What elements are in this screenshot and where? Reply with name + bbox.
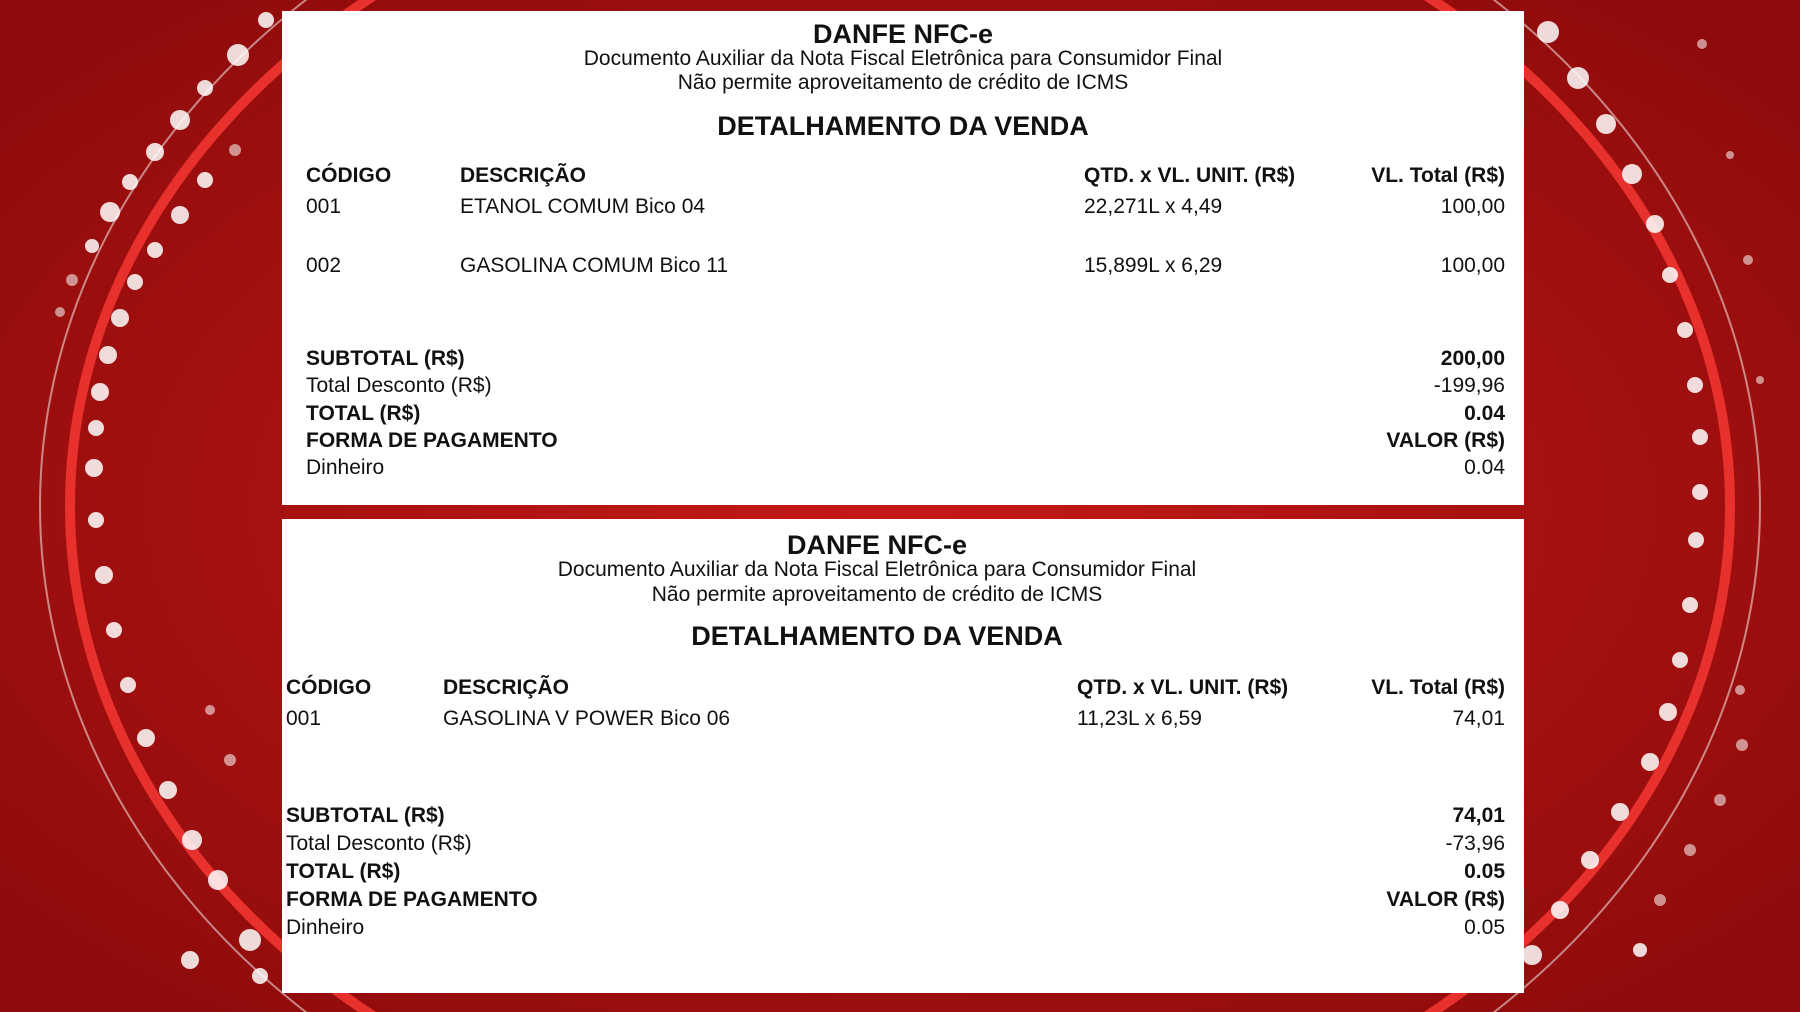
decorative-dot — [137, 729, 155, 747]
decorative-dot — [208, 870, 228, 890]
decorative-dot — [1687, 377, 1703, 393]
decorative-dot — [1677, 322, 1693, 338]
decorative-dot — [1551, 901, 1569, 919]
item-description: GASOLINA V POWER Bico 06 — [443, 707, 731, 730]
decorative-dot — [1672, 652, 1688, 668]
decorative-dot — [55, 307, 65, 317]
decorative-dot — [171, 206, 189, 224]
decorative-dot — [1522, 945, 1542, 965]
decorative-dot — [1743, 255, 1753, 265]
discount-value: -199,96 — [1433, 374, 1505, 397]
decorative-dot — [1714, 794, 1726, 806]
decorative-dot — [1756, 376, 1764, 384]
decorative-dot — [88, 420, 104, 436]
decorative-dot — [1684, 844, 1696, 856]
decorative-dot — [147, 242, 163, 258]
item-qty-unit: 15,899L x 6,29 — [1084, 254, 1223, 277]
decorative-dot — [111, 309, 129, 327]
decorative-dot — [258, 12, 274, 28]
column-header-total: VL. Total (R$) — [1371, 164, 1505, 187]
subtotal-value: 200,00 — [1440, 347, 1505, 370]
decorative-dot — [182, 830, 202, 850]
decorative-dot — [1596, 114, 1616, 134]
decorative-dot — [120, 677, 136, 693]
column-header-qty-unit: QTD. x VL. UNIT. (R$) — [1077, 676, 1289, 699]
item-qty-unit: 22,271L x 4,49 — [1084, 195, 1223, 218]
discount-label: Total Desconto (R$) — [306, 374, 492, 397]
decorative-dot — [1692, 484, 1708, 500]
decorative-dot — [197, 172, 213, 188]
column-header-description: DESCRIÇÃO — [443, 676, 570, 699]
item-code: 001 — [306, 195, 342, 218]
subtotal-label: SUBTOTAL (R$) — [306, 347, 465, 370]
decorative-dot — [1641, 753, 1659, 771]
decorative-dot — [1633, 943, 1647, 957]
decorative-dot — [1682, 597, 1698, 613]
decorative-dot — [85, 459, 103, 477]
receipt-subtitle: Documento Auxiliar da Nota Fiscal Eletrônica para Consumidor Final — [557, 558, 1197, 581]
decorative-dot — [224, 754, 236, 766]
decorative-dot — [1646, 215, 1664, 233]
receipt-subtitle: Documento Auxiliar da Nota Fiscal Eletrônica para Consumidor Final — [583, 47, 1223, 70]
decorative-dot — [1654, 894, 1666, 906]
discount-label: Total Desconto (R$) — [286, 832, 472, 855]
decorative-dot — [170, 110, 190, 130]
column-header-qty-unit: QTD. x VL. UNIT. (R$) — [1084, 164, 1296, 187]
receipt-subtitle-2: Não permite aproveitamento de crédito de ICMS — [677, 71, 1129, 94]
subtotal-value: 74,01 — [1452, 804, 1505, 827]
decorative-dot — [1567, 67, 1589, 89]
decorative-dot — [205, 705, 215, 715]
payment-label: FORMA DE PAGAMENTO — [306, 429, 558, 452]
decorative-dot — [181, 951, 199, 969]
total-value: 0.05 — [1464, 860, 1505, 883]
receipt-2 — [282, 519, 1524, 993]
item-description: GASOLINA COMUM Bico 11 — [460, 254, 729, 277]
total-value: 0.04 — [1464, 402, 1505, 425]
decorative-dot — [1659, 703, 1677, 721]
decorative-dot — [122, 174, 138, 190]
decorative-dot — [1736, 739, 1748, 751]
item-code: 002 — [306, 254, 342, 277]
item-total: 100,00 — [1440, 254, 1505, 277]
decorative-dot — [197, 80, 213, 96]
decorative-dot — [252, 968, 268, 984]
decorative-dot — [1726, 151, 1734, 159]
payment-value-label: VALOR (R$) — [1386, 429, 1505, 452]
payment-method: Dinheiro — [306, 456, 385, 479]
section-title: DETALHAMENTO DA VENDA — [717, 111, 1089, 141]
decorative-dot — [229, 144, 241, 156]
payment-amount: 0.05 — [1464, 916, 1505, 939]
decorative-dot — [1735, 685, 1745, 695]
decorative-dot — [1537, 21, 1559, 43]
item-total: 74,01 — [1452, 707, 1505, 730]
decorative-dot — [127, 274, 143, 290]
item-total: 100,00 — [1440, 195, 1505, 218]
payment-amount: 0.04 — [1464, 456, 1505, 479]
section-title: DETALHAMENTO DA VENDA — [691, 621, 1063, 651]
decorative-dot — [1692, 429, 1708, 445]
item-code: 001 — [286, 707, 322, 730]
payment-method: Dinheiro — [286, 916, 365, 939]
decorative-dot — [1581, 851, 1599, 869]
decorative-dot — [95, 566, 113, 584]
receipt-title: DANFE NFC-e — [813, 19, 993, 49]
decorative-dot — [106, 622, 122, 638]
decorative-dot — [1688, 532, 1704, 548]
item-qty-unit: 11,23L x 6,59 — [1077, 707, 1202, 730]
column-header-total: VL. Total (R$) — [1371, 676, 1505, 699]
decorative-dot — [88, 512, 104, 528]
total-label: TOTAL (R$) — [286, 860, 401, 883]
discount-value: -73,96 — [1445, 832, 1505, 855]
decorative-dot — [1622, 164, 1642, 184]
decorative-dot — [66, 274, 78, 286]
receipt-title: DANFE NFC-e — [787, 530, 967, 560]
item-description: ETANOL COMUM Bico 04 — [460, 195, 706, 218]
decorative-dot — [159, 781, 177, 799]
column-header-code: CÓDIGO — [306, 164, 392, 187]
subtotal-label: SUBTOTAL (R$) — [286, 804, 445, 827]
decorative-dot — [1697, 39, 1707, 49]
decorative-dot — [227, 44, 249, 66]
decorative-dot — [85, 239, 99, 253]
payment-value-label: VALOR (R$) — [1386, 888, 1505, 911]
decorative-dot — [99, 346, 117, 364]
decorative-dot — [91, 383, 109, 401]
decorative-dot — [146, 143, 164, 161]
decorative-dot — [1611, 803, 1629, 821]
column-header-description: DESCRIÇÃO — [460, 164, 587, 187]
payment-label: FORMA DE PAGAMENTO — [286, 888, 538, 911]
decorative-dot — [1662, 267, 1678, 283]
receipt-1 — [282, 11, 1524, 505]
receipt-subtitle-2: Não permite aproveitamento de crédito de ICMS — [651, 583, 1103, 606]
decorative-dot — [100, 202, 120, 222]
decorative-dot — [239, 929, 261, 951]
column-header-code: CÓDIGO — [286, 676, 372, 699]
total-label: TOTAL (R$) — [306, 402, 421, 425]
